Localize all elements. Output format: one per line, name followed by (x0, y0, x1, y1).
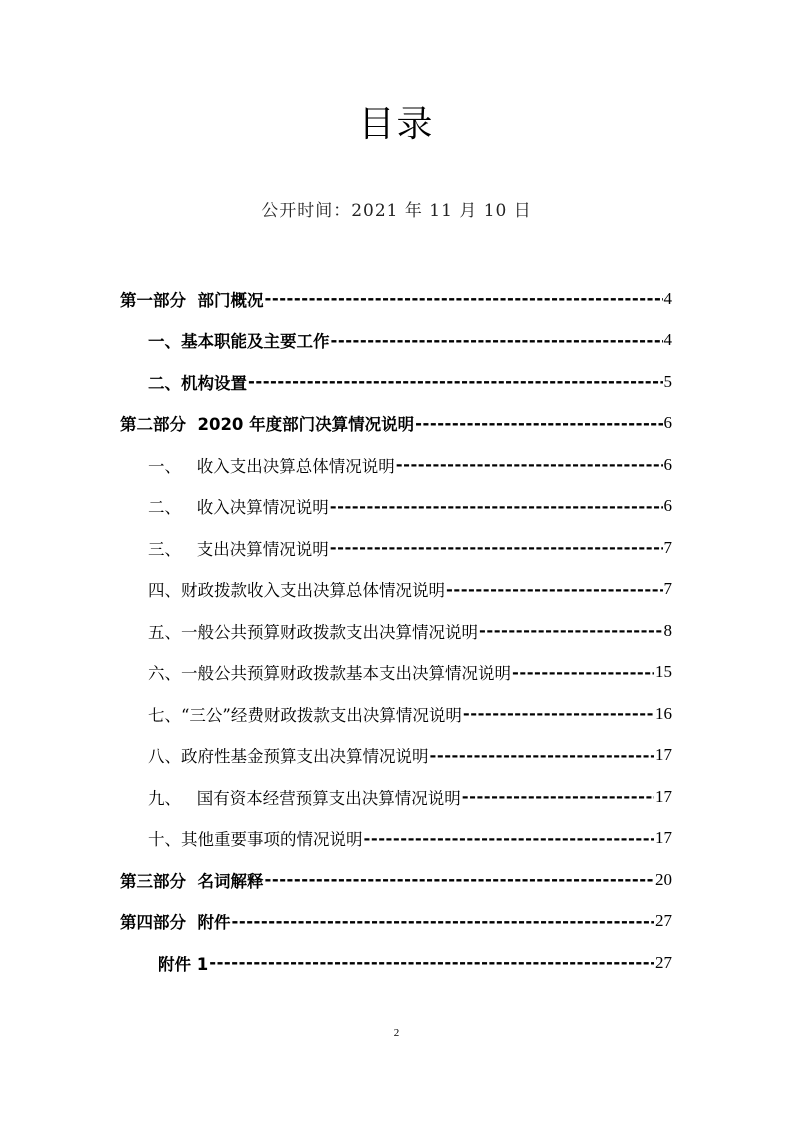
toc-entry-label: 第四部分 附件 (120, 913, 231, 933)
toc-entry[interactable] (120, 527, 672, 569)
toc-entry[interactable] (120, 610, 672, 652)
toc-entry-page: 20 (655, 869, 672, 889)
toc-entry-label: 第一部分 部门概况 (120, 290, 264, 310)
toc-leader (396, 455, 663, 474)
toc-entry[interactable] (120, 569, 672, 611)
page-number: 2 (393, 1027, 400, 1039)
toc-leader (479, 621, 663, 640)
toc-entry[interactable] (120, 818, 672, 860)
toc-leader (512, 663, 654, 682)
toc-entry-page: 8 (663, 620, 672, 640)
toc-leader (248, 372, 663, 391)
toc-entry-label: 附件 1 (158, 954, 209, 974)
toc-entry-label: 一、基本职能及主要工作 (148, 332, 330, 352)
toc-entry[interactable] (120, 693, 672, 735)
toc-entry-page: 5 (663, 371, 672, 391)
toc-entry-page: 16 (655, 703, 672, 723)
toc-entry-label: 二、机构设置 (148, 373, 247, 393)
toc-leader (265, 870, 655, 889)
toc-entry[interactable] (120, 859, 672, 901)
toc-entry[interactable] (120, 403, 672, 445)
toc-entry[interactable] (120, 735, 672, 777)
toc-leader (462, 787, 654, 806)
toc-entry-page: 4 (663, 330, 672, 350)
table-of-contents (120, 278, 672, 984)
toc-entry-label: 一、 收入支出决算总体情况说明 (148, 456, 395, 476)
toc-entry[interactable] (120, 444, 672, 486)
toc-entry[interactable] (120, 942, 672, 984)
toc-entry-page: 4 (663, 288, 672, 308)
toc-entry-label: 六、一般公共预算财政拨款基本支出决算情况说明 (148, 664, 511, 684)
toc-leader (463, 704, 654, 723)
toc-entry[interactable] (120, 361, 672, 403)
toc-entry[interactable] (120, 486, 672, 528)
toc-leader (415, 414, 662, 433)
toc-leader (330, 538, 663, 557)
toc-leader (265, 289, 663, 308)
toc-leader (446, 580, 663, 599)
toc-entry-page: 27 (655, 952, 672, 972)
toc-entry-page: 6 (663, 454, 672, 474)
toc-entry-page: 27 (655, 911, 672, 931)
toc-entry-page: 7 (663, 579, 672, 599)
toc-entry-label: 二、 收入决算情况说明 (148, 498, 329, 518)
toc-entry-label: 十、其他重要事项的情况说明 (148, 830, 363, 850)
toc-entry[interactable] (120, 776, 672, 818)
toc-entry-page: 7 (663, 537, 672, 557)
toc-entry-page: 6 (663, 413, 672, 433)
toc-entry-label: 八、政府性基金预算支出决算情况说明 (148, 747, 429, 767)
toc-entry-page: 17 (655, 786, 672, 806)
toc-leader (430, 746, 655, 765)
toc-entry-page: 15 (655, 662, 672, 682)
toc-entry[interactable] (120, 901, 672, 943)
toc-entry[interactable] (120, 652, 672, 694)
toc-entry-page: 6 (663, 496, 672, 516)
toc-entry[interactable] (120, 320, 672, 362)
toc-entry[interactable] (120, 278, 672, 320)
toc-entry-label: 三、 支出决算情况说明 (148, 539, 329, 559)
toc-entry-label: 七、“三公”经费财政拨款支出决算情况说明 (148, 705, 462, 725)
toc-entry-label: 九、 国有资本经营预算支出决算情况说明 (148, 788, 461, 808)
toc-leader (330, 497, 663, 516)
toc-leader (331, 331, 663, 350)
toc-leader (209, 953, 654, 972)
toc-entry-page: 17 (655, 745, 672, 765)
toc-leader (364, 829, 655, 848)
page-title: 目录 (358, 104, 435, 145)
toc-entry-page: 17 (655, 828, 672, 848)
toc-entry-label: 五、一般公共预算财政拨款支出决算情况说明 (148, 622, 478, 642)
toc-leader (232, 912, 655, 931)
toc-entry-label: 第二部分 2020 年度部门决算情况说明 (120, 415, 415, 435)
toc-entry-label: 四、财政拨款收入支出决算总体情况说明 (148, 581, 445, 601)
publish-date: 公开时间：2021 年 11 月 10 日 (261, 201, 532, 221)
toc-entry-label: 第三部分 名词解释 (120, 871, 264, 891)
